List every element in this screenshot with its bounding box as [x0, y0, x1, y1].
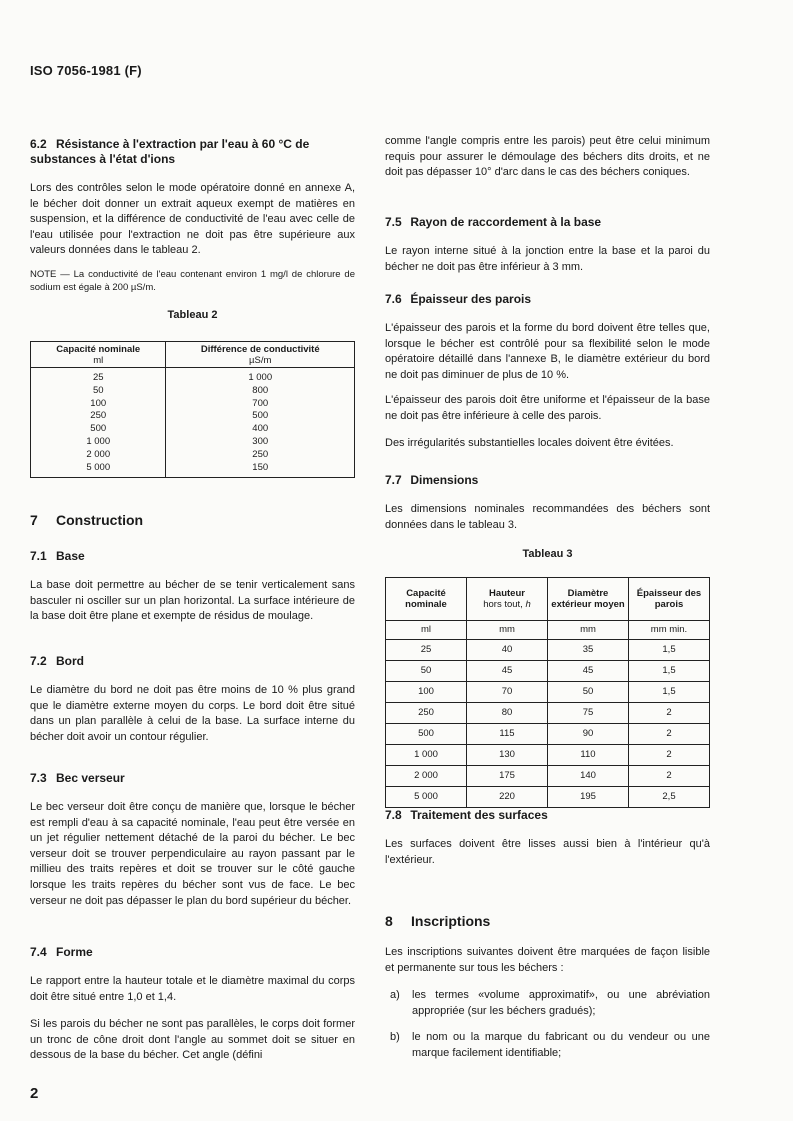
section-number: 7.2 — [30, 654, 47, 668]
table-2-caption: Tableau 2 — [167, 309, 218, 321]
section-7-heading — [30, 513, 355, 529]
section-number: 7.1 — [30, 549, 47, 563]
table-row: 2 000 175 140 2 — [386, 766, 710, 787]
section-8-body: Les inscriptions suivantes doivent être marquées de façon lisible et permanente sur tous les béchers : — [385, 946, 710, 974]
section-7-1-heading — [30, 549, 355, 564]
table-row: 2 000 250 — [31, 449, 355, 462]
section-7-3-body: Le bec verseur doit être conçu de manière que, lorsque le bécher est rempli d'eau à sa capacité nominale, l'eau peut être versée en un jet régulier nettement détaché de la paroi du bécher. Le bec verseur doit se trouver perpendiculaire au rayon passant par le millieu des traits repères et doit se trouver sur le côté gauche lorsque les traits repères du bécher sont vus de face. Le bec verseur ne doit pas dépasser le plan du bord supérieur du bécher. — [30, 801, 355, 907]
unit-label: mm — [548, 621, 629, 640]
section-title: Épaisseur des parois — [410, 292, 532, 306]
section-number: 8 — [385, 913, 393, 929]
table-2-col-capacity: Capacité nominale ml — [31, 342, 166, 368]
section-7-6-body-1: L'épaisseur des parois et la forme du bord doivent être telles que, lorsque le bécher est contrôlé pour sa flexibilité selon le mode opératoire détaillé dans l'annexe B, le diamètre extérieur du bord ne doit pas diminuer de plus de 10 %. — [385, 322, 710, 381]
section-title-continued: substances à l'état d'ions — [30, 152, 176, 166]
document-header: ISO 7056-1981 (F) — [30, 63, 142, 78]
section-7-7-body: Les dimensions nominales recommandées des béchers sont données dans le tableau 3. — [385, 503, 710, 531]
section-title: Bec verseur — [56, 771, 125, 785]
table-3 — [385, 577, 710, 808]
section-7-6-heading — [385, 292, 710, 307]
section-7-3-heading — [30, 771, 355, 786]
section-number: 7.4 — [30, 945, 47, 959]
table-3-caption: Tableau 3 — [522, 548, 573, 560]
section-number: 7.3 — [30, 771, 47, 785]
section-7-4-body-1: Le rapport entre la hauteur totale et le diamètre maximal du corps doit être situé entre 1,0 et 1,4. — [30, 975, 355, 1003]
table-3-col-capacity: Capacité nominale — [386, 578, 467, 621]
section-title: Inscriptions — [411, 913, 491, 929]
list-item-text: le nom ou la marque du fabricant ou du vendeur ou une marque facilement identifiable; — [412, 1031, 710, 1059]
table-row: 50 45 45 1,5 — [386, 661, 710, 682]
section-title: Traitement des surfaces — [410, 808, 548, 822]
table-3-col-thickness: Épaisseur des parois — [629, 578, 710, 621]
table-row: 50 800 — [31, 385, 355, 398]
section-title: Dimensions — [410, 473, 479, 487]
section-number: 6.2 — [30, 137, 47, 151]
section-title: Base — [56, 549, 85, 563]
table-row: 500 115 90 2 — [386, 724, 710, 745]
table-row: 100 70 50 1,5 — [386, 682, 710, 703]
continuation-paragraph: comme l'angle compris entre les parois) peut être celui minimum requis pour assurer le démoulage des béchers dits droits, et ne doit pas dépasser 10° d'arc dans le cas des béchers coniques. — [385, 135, 710, 179]
table-row: 1 000 300 — [31, 436, 355, 449]
list-item — [385, 988, 710, 1019]
section-title: Bord — [56, 654, 84, 668]
section-number: 7 — [30, 512, 38, 528]
unit-label: ml — [386, 621, 467, 640]
section-title: Résistance à l'extraction par l'eau à 60 °C de — [56, 137, 310, 151]
list-marker: b) — [390, 1031, 400, 1043]
unit-label: mm — [467, 621, 548, 640]
section-7-4-heading — [30, 945, 355, 960]
table-3-col-diameter: Diamètre extérieur moyen — [548, 578, 629, 621]
section-7-7-heading — [385, 473, 710, 488]
table-row: 1 000 130 110 2 — [386, 745, 710, 766]
section-7-5-heading — [385, 215, 710, 230]
section-6-2-body: Lors des contrôles selon le mode opératoire donné en annexe A, le bécher doit donner un extrait aqueux exempt de matières en suspension, et la différence de conductivité de l'eau avec celle de l'eau utilisée pour l'extraction ne doit pas être supérieure aux valeurs données dans le tableau 2. — [30, 182, 355, 257]
table-row: 250 80 75 2 — [386, 703, 710, 724]
table-2 — [30, 341, 355, 478]
table-row: 25 1 000 — [31, 368, 355, 385]
section-title: Rayon de raccordement à la base — [410, 215, 602, 229]
section-title: Forme — [56, 945, 93, 959]
list-item — [385, 1030, 710, 1061]
list-item-text: les termes «volume approximatif», ou une abréviation appropriée (sur les béchers gradués); — [412, 989, 710, 1017]
table-row: 25 40 35 1,5 — [386, 640, 710, 661]
table-row: 500 400 — [31, 423, 355, 436]
unit-label: mm min. — [629, 621, 710, 640]
section-7-5-body: Le rayon interne situé à la jonction entre la base et la paroi du bécher ne doit pas être inférieur à 3 mm. — [385, 245, 710, 273]
table-row: 5 000 150 — [31, 462, 355, 478]
table-3-col-height: Hauteur hors tout, h — [467, 578, 548, 621]
section-number: 7.5 — [385, 215, 402, 229]
section-6-2-heading — [30, 137, 355, 167]
section-title: Construction — [56, 512, 144, 528]
section-7-8-body: Les surfaces doivent être lisses aussi bien à l'intérieur qu'à l'extérieur. — [385, 838, 710, 866]
section-6-2-note: NOTE — La conductivité de l'eau contenant environ 1 mg/l de chlorure de sodium est égale à 200 µS/m. — [30, 269, 355, 293]
section-8-heading — [385, 914, 710, 930]
table-row: 100 700 — [31, 398, 355, 411]
section-7-4-body-2: Si les parois du bécher ne sont pas parallèles, le corps doit former un tronc de cône droit dont l'angle au sommet doit se situer en dessous de la base du bécher. Cet angle (défini — [30, 1018, 355, 1062]
section-7-6-body-2: L'épaisseur des parois doit être uniforme et l'épaisseur de la base ne doit pas être inférieure à celle des parois. — [385, 394, 710, 422]
list-marker: a) — [390, 989, 400, 1001]
table-row: 250 500 — [31, 410, 355, 423]
table-2-col-difference: Différence de conductivité µS/m — [166, 342, 355, 368]
section-7-1-body: La base doit permettre au bécher de se tenir verticalement sans basculer ni osciller sur un plan horizontal. La surface intérieure de la base doit être plane et exempte de résidus de moulage. — [30, 579, 355, 623]
section-number: 7.7 — [385, 473, 402, 487]
section-7-8-heading — [385, 808, 710, 823]
section-number: 7.8 — [385, 808, 402, 822]
section-7-6-body-3: Des irrégularités substantielles locales doivent être évitées. — [385, 437, 674, 449]
section-7-2-body: Le diamètre du bord ne doit pas être moins de 10 % plus grand que le diamètre externe moyen du corps. Le bord doit être situé dans un plan parallèle à celui de la base. La surface interne du bécher doit avoir un contour régulier. — [30, 684, 355, 743]
section-number: 7.6 — [385, 292, 402, 306]
page-number: 2 — [30, 1085, 39, 1102]
table-row: 5 000 220 195 2,5 — [386, 787, 710, 808]
section-7-2-heading — [30, 654, 355, 669]
